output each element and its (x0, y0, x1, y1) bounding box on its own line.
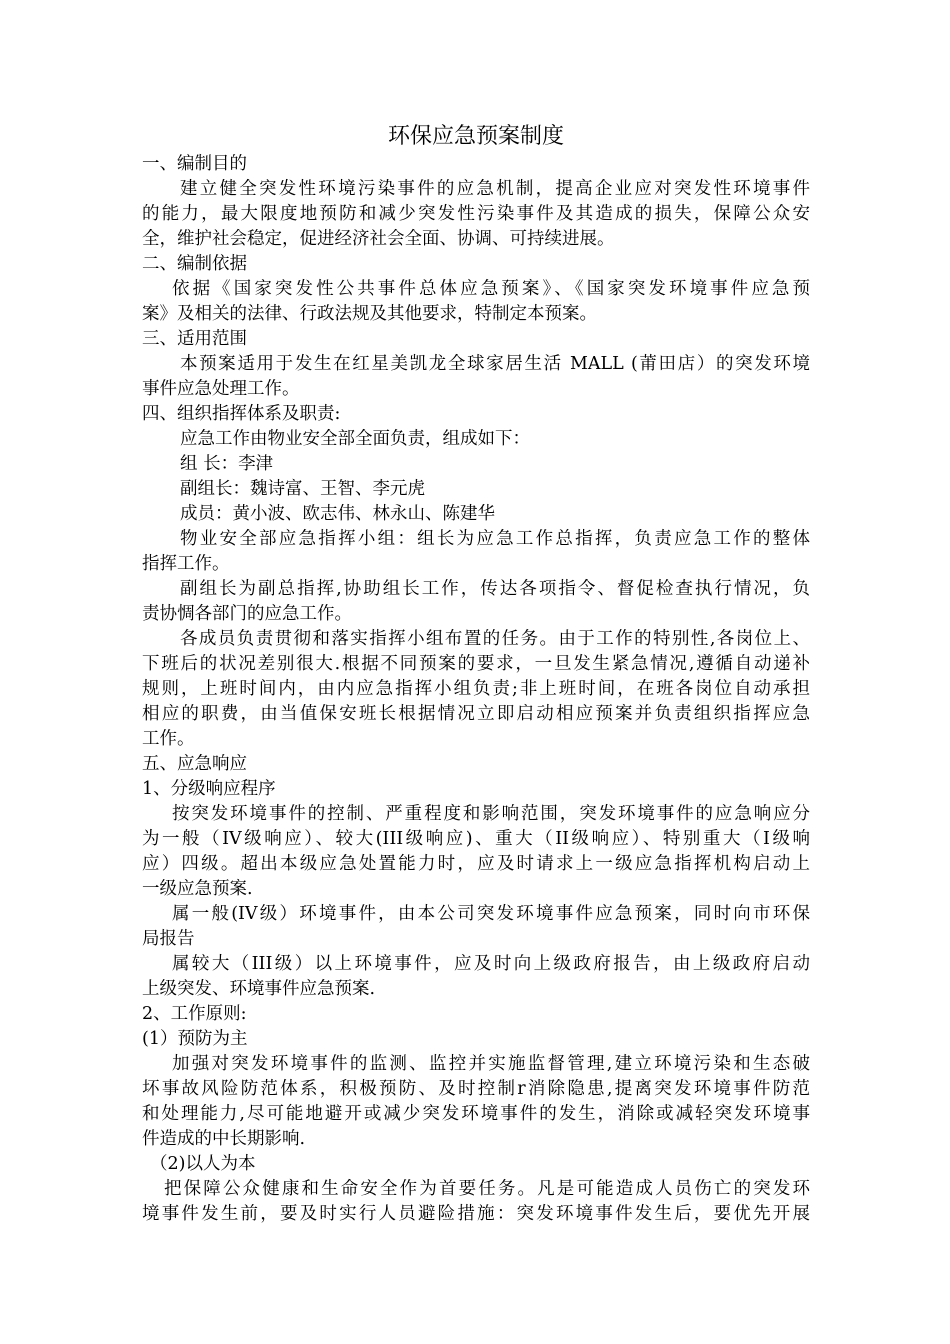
document-body (142, 152, 810, 1227)
text-line: 应急工作由物业安全部全面负责，组成如下： (180, 429, 530, 449)
text-line: 建立健全突发性环境污染事件的应急机制，提高企业应对突发性环境事件 (180, 179, 810, 199)
text-line: 应）四级。超出本级应急处置能力时，应及时请求上一级应急指挥机构启动上 (142, 854, 810, 874)
text-line: 依据《国家突发性公共事件总体应急预案》、《国家突发环境事件应急预 (172, 279, 810, 299)
text-line: 五、应急响应 (142, 754, 247, 774)
text-line: 组 长：李津 (180, 454, 274, 474)
text-line: 一级应急预案. (142, 879, 253, 899)
text-line: 为一般（IV级响应）、较大(III级响应)、重大（II级响应）、特别重大（I级响 (142, 829, 810, 849)
text-line: 的能力，最大限度地预防和减少突发性污染事件及其造成的损失，保障公众安 (142, 204, 810, 224)
text-line: 案》及相关的法律、行政法规及其他要求，特制定本预案。 (142, 304, 597, 324)
text-line: 相应的职费，由当值保安班长根据情况立即启动相应预案并负责组织指挥应急 (142, 704, 810, 724)
text-line: 坏事故风险防范体系，积极预防、及时控制r消除隐患,提离突发环境事件防范 (142, 1079, 810, 1099)
text-line: 副组长：魏诗富、王智、李元虎 (180, 479, 425, 499)
text-line: 副组长为副总指挥,协助组长工作，传达各项指令、督促检查执行情况，负 (180, 579, 810, 599)
text-line: 指挥工作。 (142, 554, 230, 574)
text-line: 二、编制依据 (142, 254, 247, 274)
document-title: 环保应急预案制度 (387, 124, 564, 149)
text-line: 2、工作原则: (142, 1004, 247, 1024)
text-line: 三、适用范围 (142, 329, 247, 349)
text-line: 事件应急处理工作。 (142, 379, 300, 399)
text-line: 全，维护社会稳定，促进经济社会全面、协调、可持续进展。 (142, 229, 615, 249)
text-line: 成员：黄小波、欧志伟、林永山、陈建华 (180, 504, 495, 524)
text-line: (1）预防为主 (142, 1029, 248, 1049)
text-line: 本预案适用于发生在红星美凯龙全球家居生活 MALL (莆田店）的突发环境 (180, 354, 810, 374)
text-line: 一、编制目的 (142, 154, 247, 174)
text-line: 工作。 (142, 729, 195, 749)
text-line: 规则，上班时间内，由内应急指挥小组负责;非上班时间，在班各岗位自动承担 (142, 679, 810, 699)
text-line: 境事件发生前，要及时实行人员避险措施：突发环境事件发生后，要优先开展 (142, 1204, 810, 1224)
text-line: 1、分级响应程序 (142, 779, 276, 799)
text-line: 上级突发、环境事件应急预案. (142, 979, 376, 999)
text-line: 责协惆各部门的应急工作。 (142, 604, 352, 624)
text-line: 加强对突发环境事件的监测、监控并实施监督管理,建立环境污染和生态破 (172, 1054, 810, 1074)
text-line: （2)以人为本 (150, 1154, 256, 1174)
text-line: 把保障公众健康和生命安全作为首要任务。凡是可能造成人员伤亡的突发环 (164, 1179, 810, 1199)
text-line: 和处理能力,尽可能地避开或减少突发环境事件的发生，消除或减轻突发环境事 (142, 1104, 810, 1124)
text-line: 各成员负责贯彻和落实指挥小组布置的任务。由于工作的特别性,各岗位上、 (180, 629, 810, 649)
text-line: 按突发环境事件的控制、严重程度和影响范围，突发环境事件的应急响应分 (172, 804, 810, 824)
text-line: 件造成的中长期影响. (142, 1129, 306, 1149)
text-line: 四、组织指挥体系及职责: (142, 404, 341, 424)
text-line: 物业安全部应急指挥小组：组长为应急工作总指挥，负责应急工作的整体 (180, 529, 810, 549)
text-line: 下班后的状况差别很大.根据不同预案的要求，一旦发生紧急情况,遵循自动递补 (142, 654, 810, 674)
text-line: 属一般(IV级）环境事件，由本公司突发环境事件应急预案，同时向市环保 (172, 904, 810, 924)
text-line: 局报告 (142, 929, 195, 949)
text-line: 属较大（III级）以上环境事件，应及时向上级政府报告，由上级政府启动 (172, 954, 810, 974)
